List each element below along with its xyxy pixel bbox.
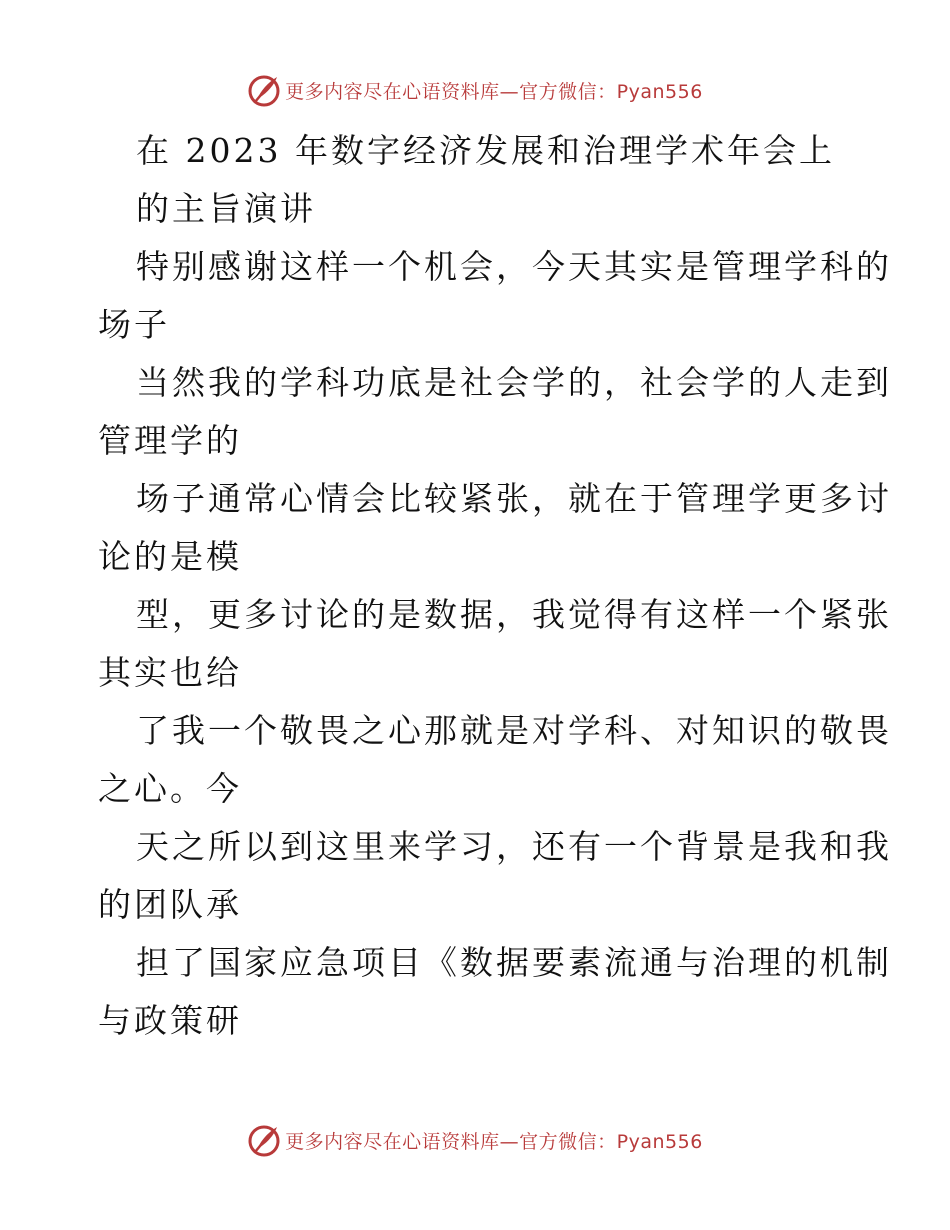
text-line: 论的是模 [98, 537, 242, 576]
text-line: 与政策研 [98, 1001, 242, 1040]
text-line: 担了国家应急项目《数据要素流通与治理的机制 [136, 943, 892, 982]
text-line: 了我一个敬畏之心那就是对学科、对知识的敬畏 [136, 711, 892, 750]
text-line: 当然我的学科功底是社会学的，社会学的人走到 [136, 363, 892, 402]
banner-text: 更多内容尽在心语资料库—官方微信：Pyan556 [285, 80, 703, 103]
header-banner [0, 70, 950, 110]
text-line: 特别感谢这样一个机会，今天其实是管理学科的 [136, 247, 892, 286]
footer-banner [0, 1120, 950, 1160]
text-line: 场子 [98, 305, 170, 344]
quill-pen-logo-icon [247, 73, 281, 107]
text-line: 场子通常心情会比较紧张，就在于管理学更多讨 [136, 479, 892, 518]
text-line: 的团队承 [98, 885, 242, 924]
text-line: 的主旨演讲 [136, 189, 316, 228]
document-body [98, 122, 892, 1050]
text-line: 在 2023 年数字经济发展和治理学术年会上 [136, 131, 835, 170]
text-line: 管理学的 [98, 421, 242, 460]
text-line: 型，更多讨论的是数据，我觉得有这样一个紧张 [136, 595, 892, 634]
text-line: 其实也给 [98, 653, 242, 692]
text-line: 之心。今 [98, 769, 242, 808]
quill-pen-logo-icon [247, 1123, 281, 1157]
text-line: 天之所以到这里来学习，还有一个背景是我和我 [136, 827, 892, 866]
banner-text: 更多内容尽在心语资料库—官方微信：Pyan556 [285, 1130, 703, 1153]
